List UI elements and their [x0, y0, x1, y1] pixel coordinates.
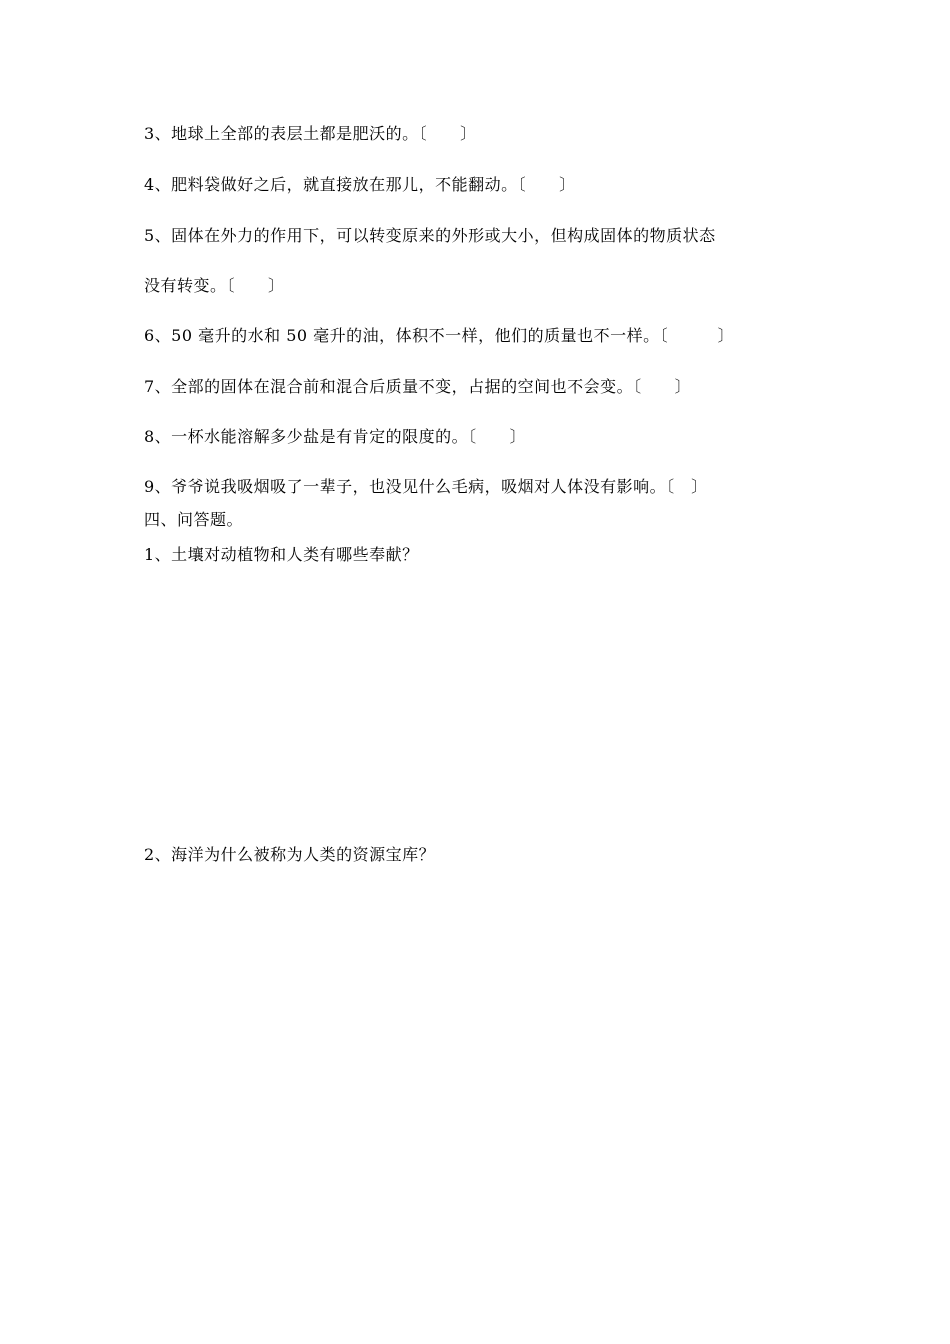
section-heading: 四、问答题。 — [144, 510, 244, 529]
judgement-item-9: 9、爷爷说我吸烟吸了一辈子，也没见什么毛病，吸烟对人体没有影响。〔 〕 — [144, 477, 708, 496]
judgement-item-6: 6、50 毫升的水和 50 毫升的油，体积不一样，他们的质量也不一样。〔 〕 — [144, 326, 735, 345]
judgement-item-3: 3、地球上全部的表层土都是肥沃的。〔 〕 — [144, 124, 477, 143]
question-2: 2、海洋为什么被称为人类的资源宝库？ — [144, 845, 436, 864]
judgement-item-5-line-1: 5、固体在外力的作用下，可以转变原来的外形或大小，但构成固体的物质状态 — [144, 226, 716, 245]
judgement-item-4: 4、肥料袋做好之后，就直接放在那儿，不能翻动。〔 〕 — [144, 175, 576, 194]
judgement-item-8: 8、一杯水能溶解多少盐是有肯定的限度的。〔 〕 — [144, 427, 527, 446]
judgement-item-5-line-2: 没有转变。〔 〕 — [144, 276, 285, 295]
question-1: 1、土壤对动植物和人类有哪些奉献？ — [144, 545, 419, 564]
judgement-item-7: 7、全部的固体在混合前和混合后质量不变，占据的空间也不会变。〔 〕 — [144, 377, 692, 396]
